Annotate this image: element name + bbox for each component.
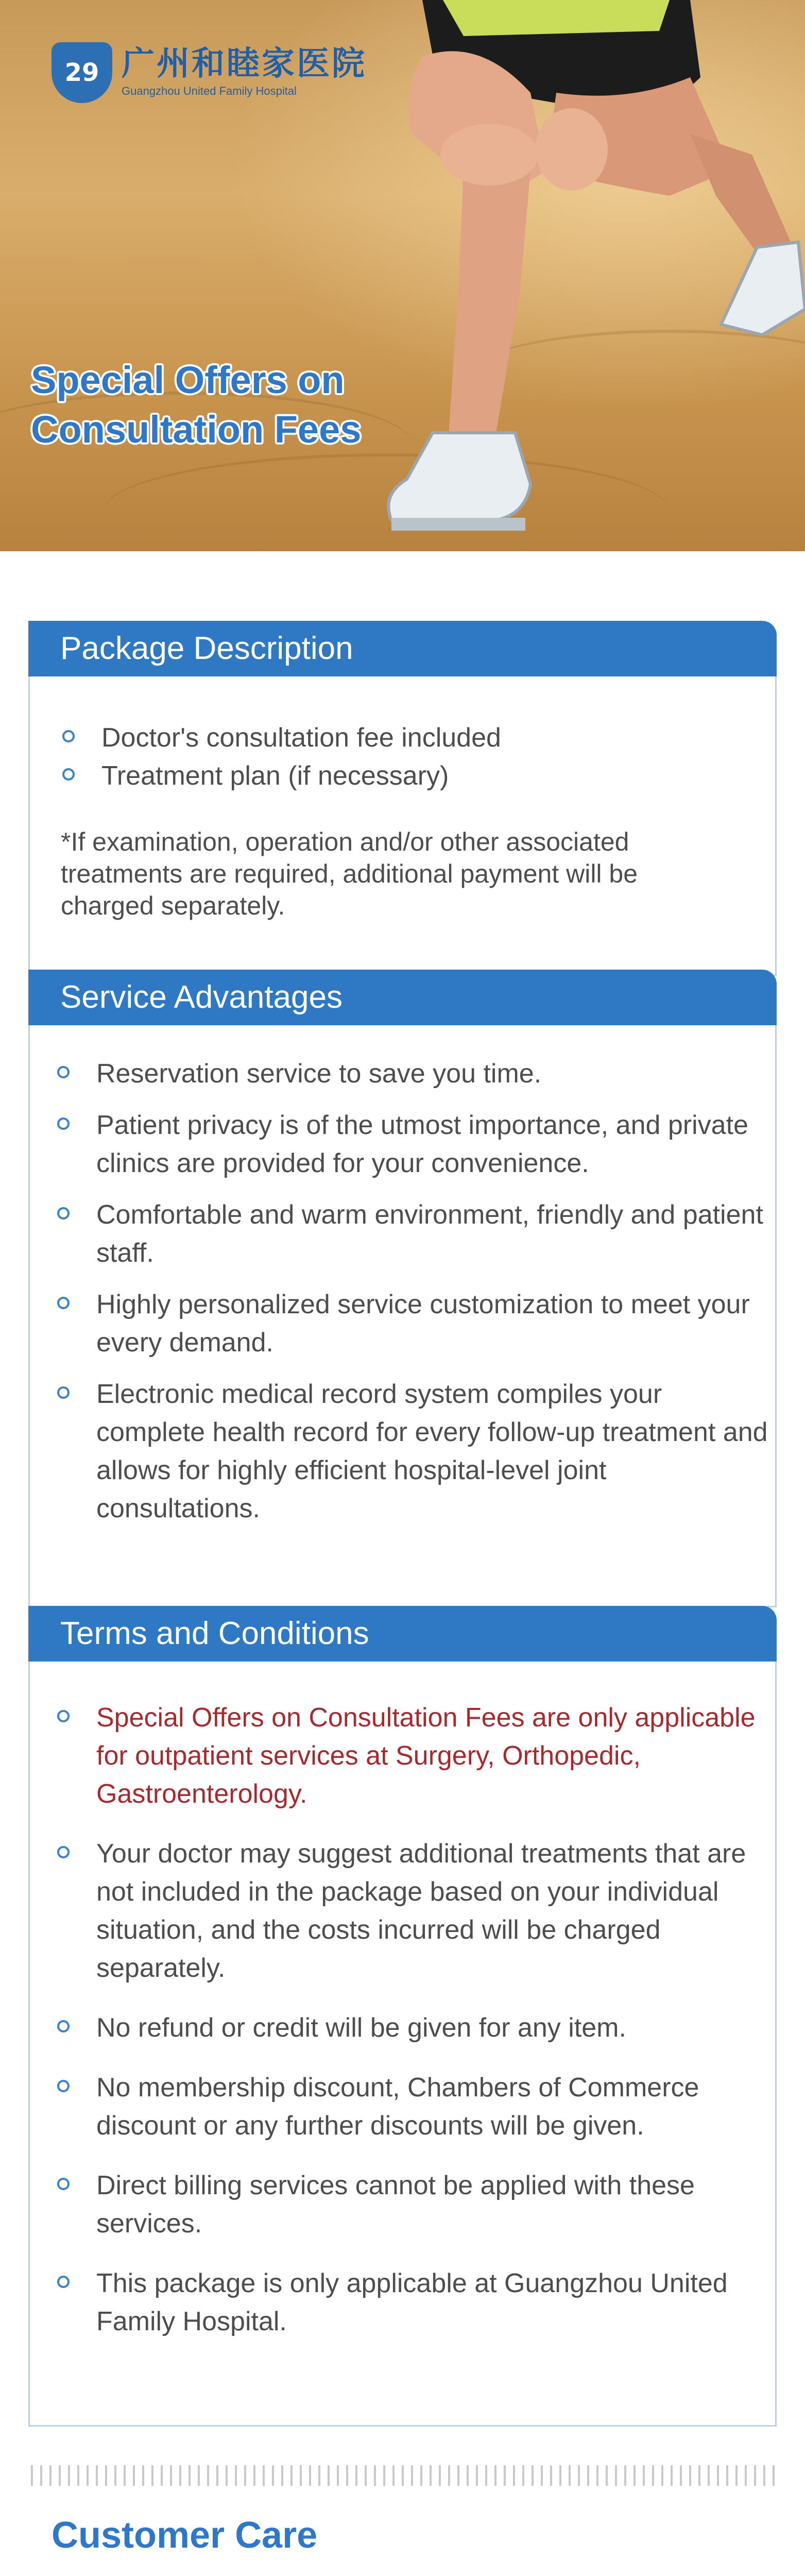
terms-list <box>54 1699 774 2341</box>
logo-text <box>122 47 367 98</box>
page-title-line1: Special Offers on <box>31 359 345 401</box>
package-heading: Package Description <box>28 621 777 676</box>
page-title-line2: Consultation Fees <box>31 408 362 451</box>
customer-care-title: Customer Care <box>52 2515 318 2556</box>
list-item: Reservation service to save you time. <box>54 1055 774 1093</box>
list-item: Doctor's consultation fee included <box>59 719 774 757</box>
list-item: Comfortable and warm environment, friendly and patient staff. <box>54 1196 774 1272</box>
advantages-list <box>54 1055 774 1528</box>
list-item: Your doctor may suggest additional treatments that are not included in the package based on your individual situation, and the costs incurred will be charged separately. <box>54 1835 774 1987</box>
hospital-logo[interactable] <box>52 42 367 103</box>
list-item: Direct billing services cannot be applied with these services. <box>54 2166 774 2243</box>
list-item: This package is only applicable at Guangzhou United Family Hospital. <box>54 2264 774 2341</box>
runner-legs-illustration <box>361 0 805 551</box>
list-item: No membership discount, Chambers of Commerce discount or any further discounts will be given. <box>54 2069 774 2145</box>
package-note: *If examination, operation and/or other associated treatments are required, additional payment will be charged separately. <box>61 827 638 920</box>
list-item: Treatment plan (if necessary) <box>59 757 774 795</box>
logo-chinese-name: 广州和睦家医院 <box>122 45 367 83</box>
list-item: Patient privacy is of the utmost importance, and private clinics are provided for your convenience. <box>54 1106 774 1182</box>
list-item: Electronic medical record system compiles your complete health record for every follow-up treatment and allows for highly efficient hospital-level joint consultations. <box>54 1375 774 1528</box>
terms-heading: Terms and Conditions <box>28 1606 777 1662</box>
divider-ticks <box>31 2465 775 2486</box>
page-title <box>31 355 494 454</box>
logo-mark-icon: 29 <box>52 42 112 103</box>
logo-english-name: Guangzhou United Family Hospital <box>122 84 297 97</box>
advantages-heading: Service Advantages <box>28 970 777 1025</box>
hero-banner <box>0 0 805 551</box>
list-item: Highly personalized service customization to meet your every demand. <box>54 1285 774 1362</box>
package-list <box>59 719 774 795</box>
list-item: No refund or credit will be given for any item. <box>54 2009 774 2047</box>
package-panel <box>28 672 777 976</box>
list-item-highlight: Special Offers on Consultation Fees are only applicable for outpatient services at Surgery, Orthopedic, Gastroenterology. <box>54 1699 774 1813</box>
